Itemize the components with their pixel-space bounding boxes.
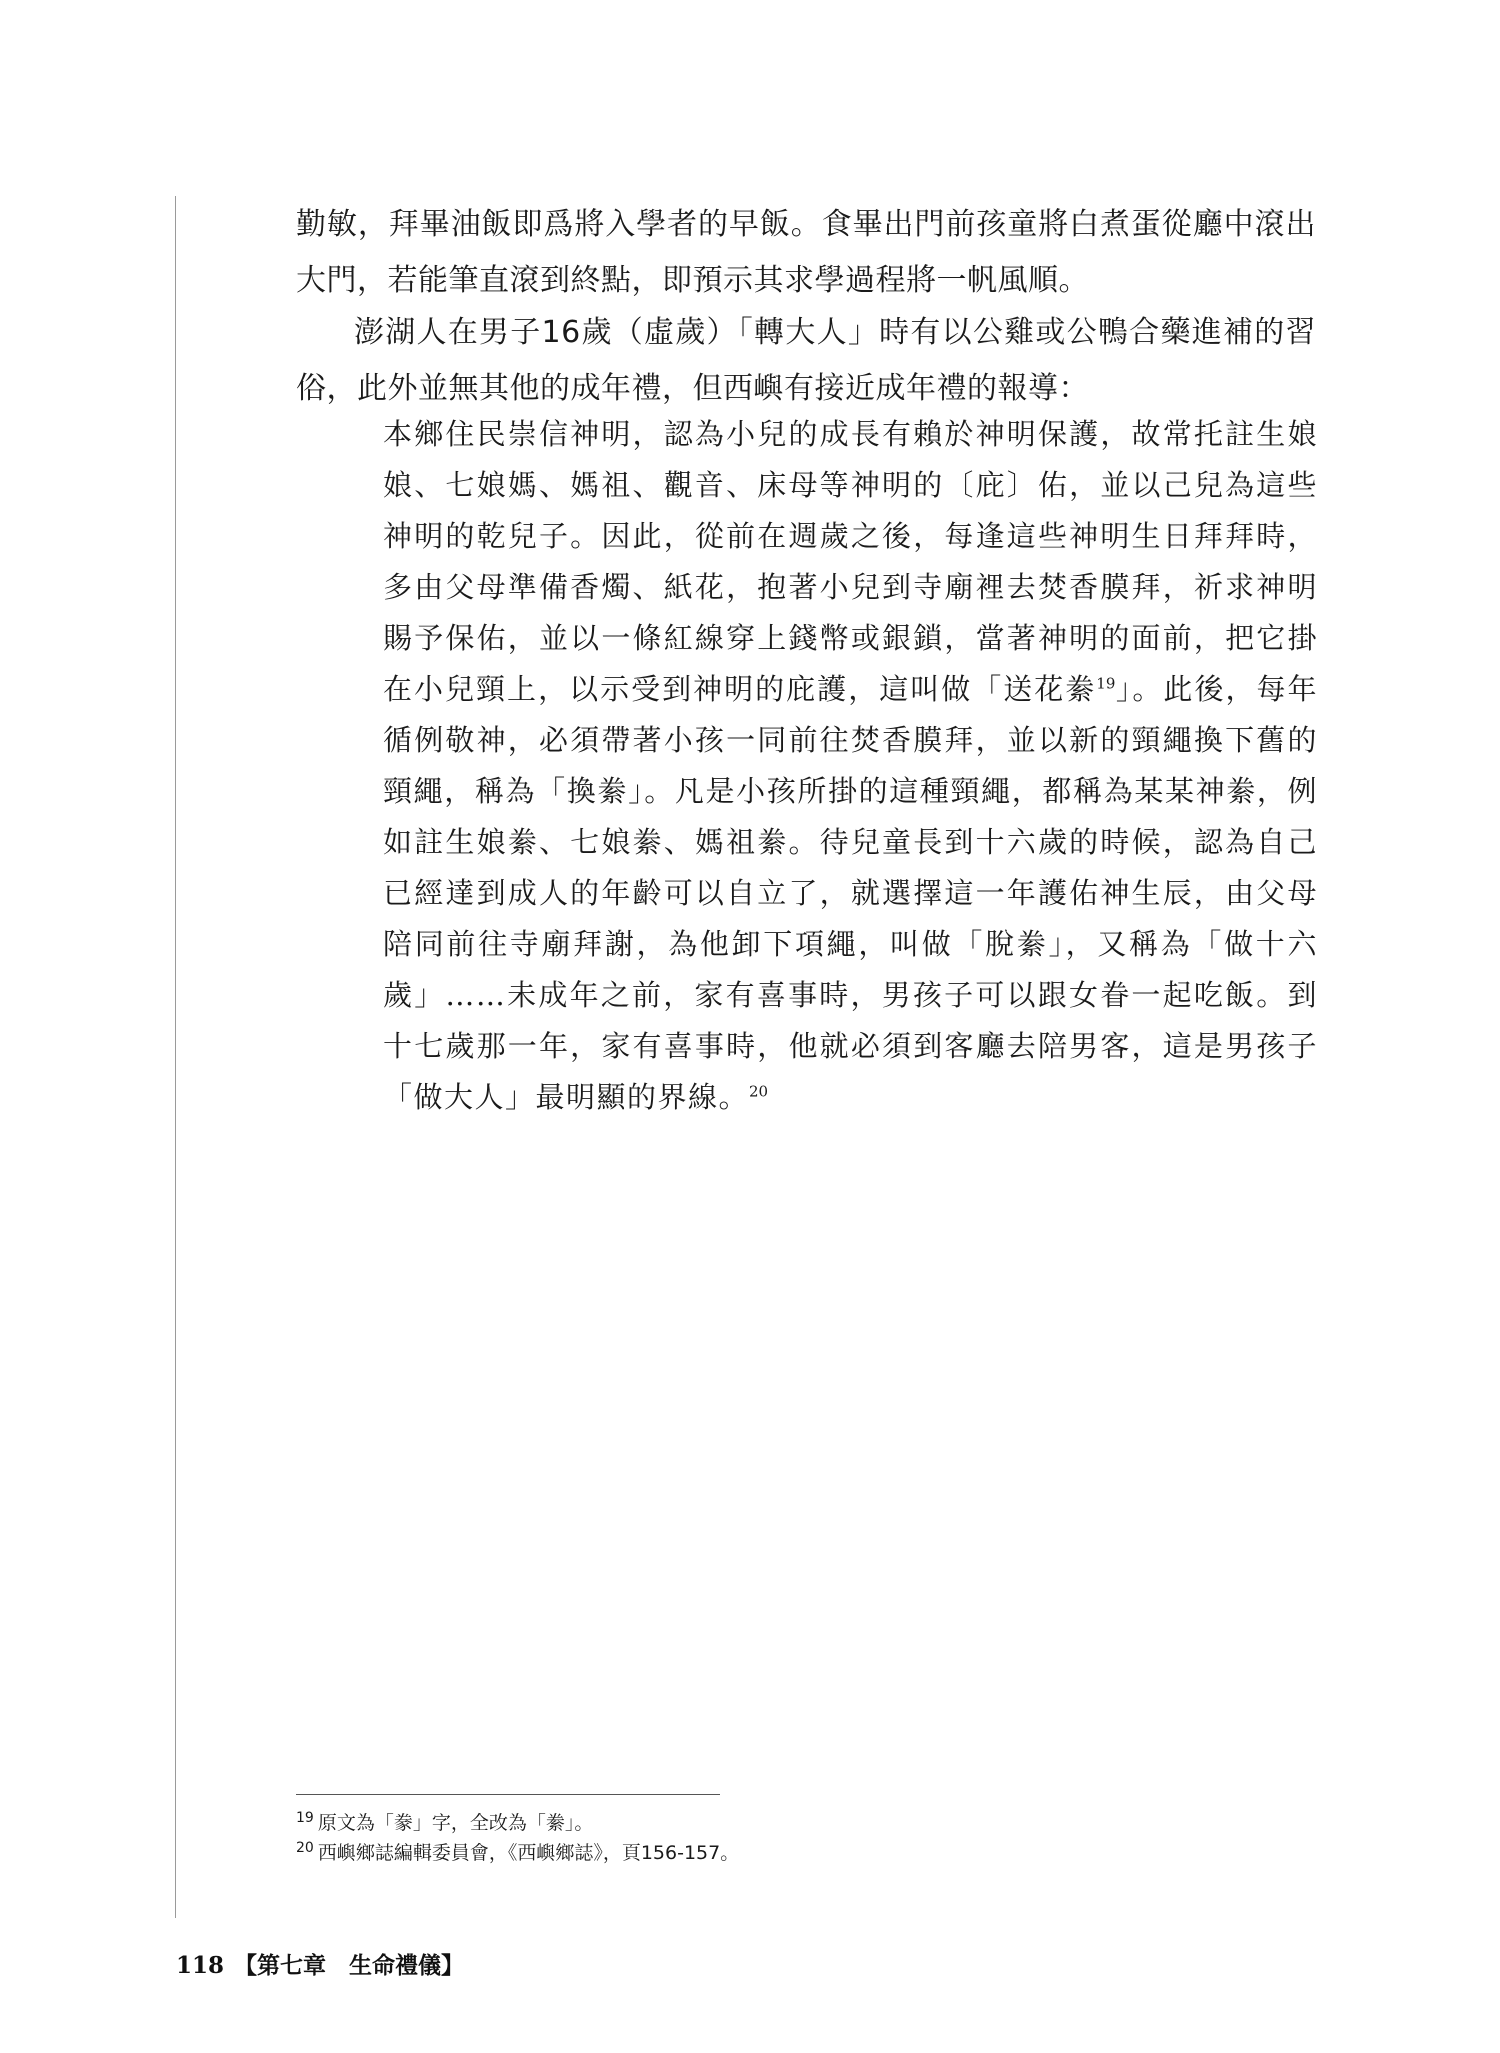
footnote-20: [296, 1838, 1296, 1868]
footnote-19: [296, 1808, 1296, 1838]
body-paragraph-1: 勤敏，拜畢油飯即爲將入學者的早飯。食畢出門前孩童將白煮蛋從廳中滾出大門，若能筆直滾到終點，即預示其求學過程將一帆風順。: [296, 207, 1316, 298]
chapter-title: 【第七章 生命禮儀】: [234, 1952, 465, 1979]
block-quote: [383, 409, 1318, 1123]
margin-rule: [175, 196, 176, 1918]
page-footer: [176, 1947, 464, 1980]
page-number: 118: [176, 1952, 225, 1979]
footnote-divider: [296, 1794, 720, 1795]
quote-text-part-1: 本鄉住民崇信神明，認為小兒的成長有賴於神明保護，故常托註生娘娘、七娘媽、媽祖、觀音、床母等神明的〔庇〕佑，並以己兒為這些神明的乾兒子。因此，從前在週歲之後，每逢這些神明生日拜拜時，多由父母準備香燭、紙花，抱著小兒到寺廟裡去焚香膜拜，祈求神明賜予保佑，並以一條紅線穿上錢幣或銀鎖，當著神明的面前，把它掛在小兒頸上，以示受到神明的庇護，這叫做「送花絭: [383, 417, 1318, 706]
footnote-ref-19[interactable]: 19: [1096, 674, 1116, 693]
footnote-number: 20: [296, 1839, 314, 1856]
footnote-text: 原文為「豢」字，全改為「絭」。: [317, 1812, 594, 1834]
quote-text-part-2: 」。此後，每年循例敬神，必須帶著小孩一同前往焚香膜拜，並以新的頸繩換下舊的頸繩，稱為「換絭」。凡是小孩所掛的這種頸繩，都稱為某某神絭，例如註生娘絭、七娘絭、媽祖絭。待兒童長到十六歲的時候，認為自己已經達到成人的年齡可以自立了，就選擇這一年護佑神生辰，由父母陪同前往寺廟拜謝，為他卸下項繩，叫做「脫絭」，又稱為「做十六歲」……未成年之前，家有喜事時，男孩子可以跟女眷一起吃飯。到十七歲那一年，家有喜事時，他就必須到客廳去陪男客，這是男孩子「做大人」最明顯的界線。: [383, 672, 1318, 1114]
footnote-number: 19: [296, 1809, 314, 1826]
footnote-ref-20[interactable]: 20: [749, 1082, 769, 1101]
footnote-text: 西嶼鄉誌編輯委員會，《西嶼鄉誌》，頁156-157。: [317, 1842, 740, 1864]
footnotes: [296, 1808, 1296, 1868]
body-paragraph-2: 澎湖人在男子16歲（虛歲）「轉大人」時有以公雞或公鴨合藥進補的習俗，此外並無其他的成年禮，但西嶼有接近成年禮的報導：: [296, 315, 1316, 406]
